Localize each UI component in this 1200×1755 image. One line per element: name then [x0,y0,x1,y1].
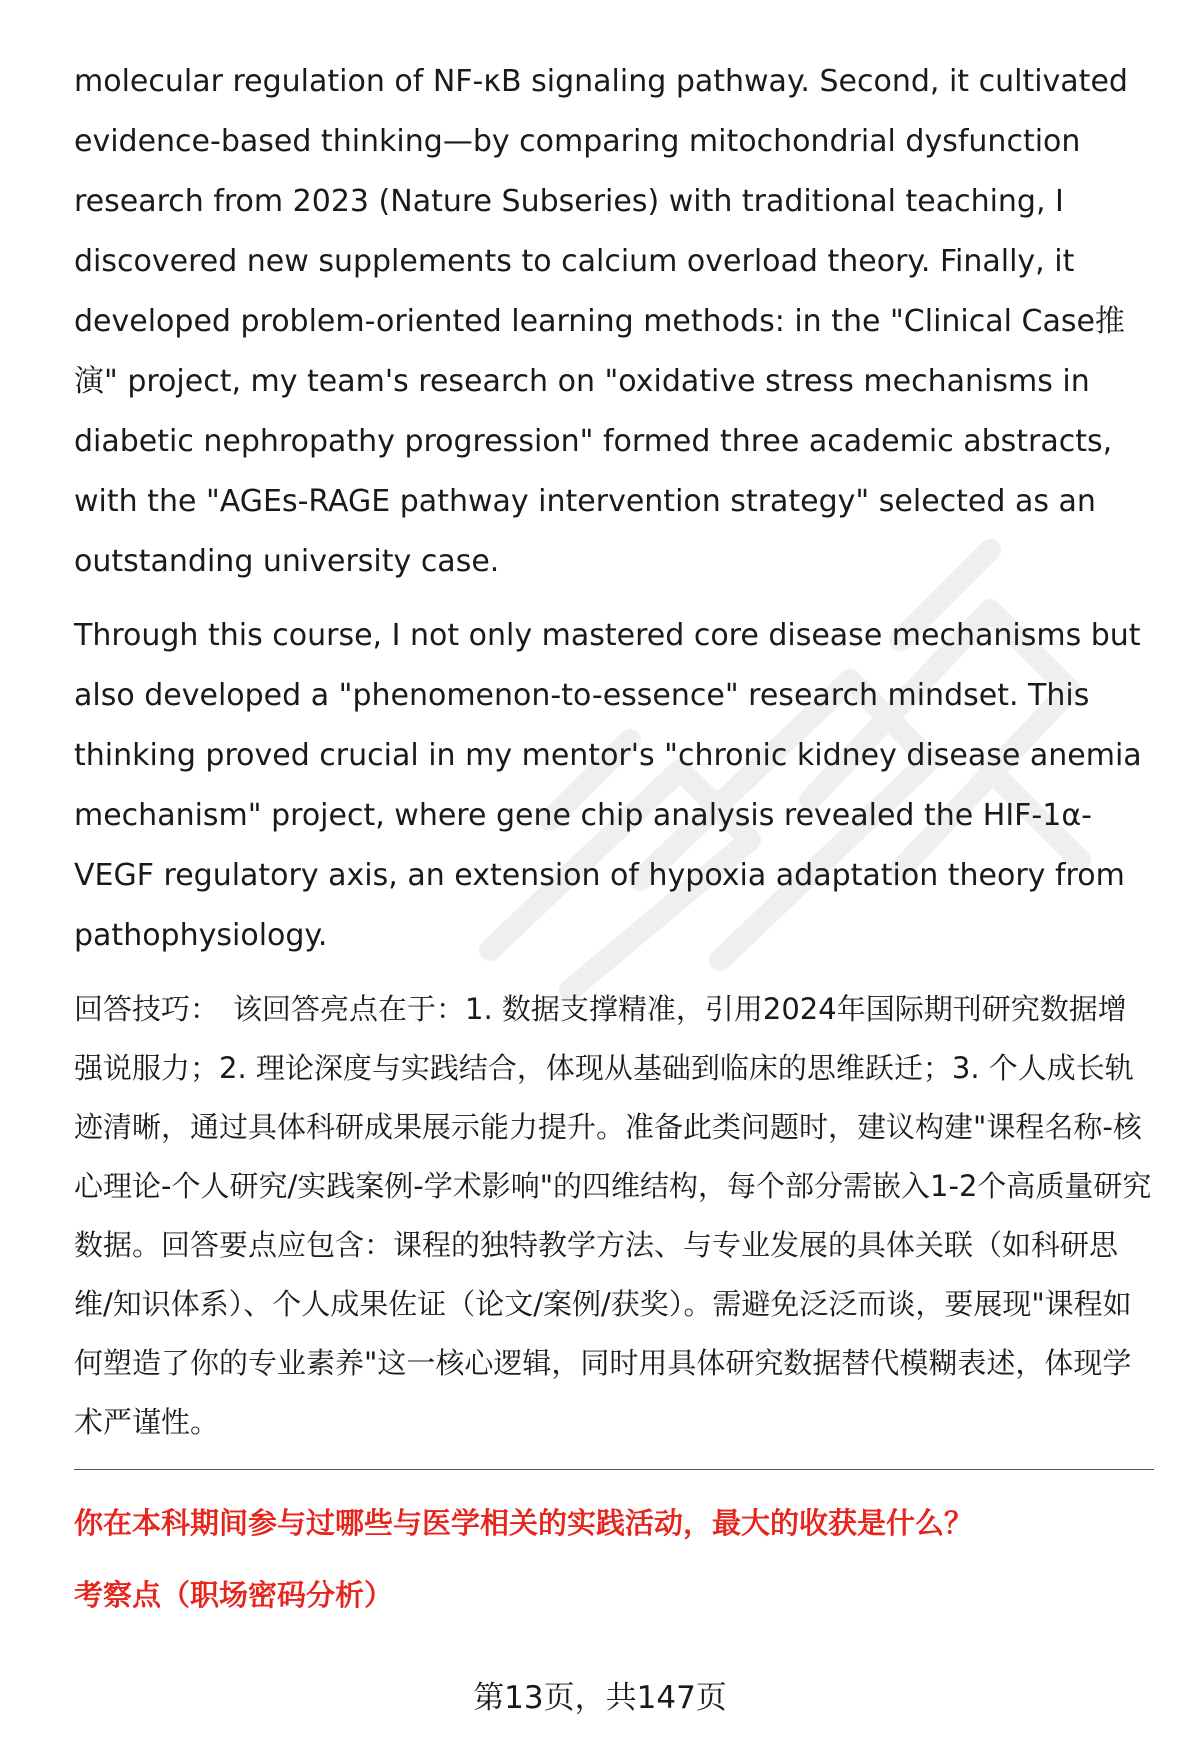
answer-paragraph: molecular regulation of NF-κB signaling pathway. Second, it cultivated evidence-based thinking—by comparing mitochondrial dysfunction research from 2023 (Nature Subseries) with traditional teaching, I discovered new supplements to calcium overload theory. Finally, it developed problem-oriented learning methods: in the "Clinical Case推演" project, my team's research on "oxidative stress mechanisms in diabetic nephropathy progression" formed three academic abstracts, with the "AGEs-RAGE pathway intervention strategy" selected as an outstanding university case. [74,64,1128,579]
answer-tips [74,980,1154,1452]
tips-label: 回答技巧： [74,992,220,1026]
section-divider [74,1469,1154,1470]
main-content [74,52,1154,1481]
page-indicator: 第13页，共147页 [473,1680,727,1716]
tips-text: 该回答亮点在于：1. 数据支撑精准，引用2024年国际期刊研究数据增强说服力；2. 理论深度与实践结合，体现从基础到临床的思维跃迁；3. 个人成长轨迹清晰，通过具体科研成果展示能力提升。准备此类问题时，建议构建"课程名称-核心理论-个人研究/实践案例-学术影响"的四维结构，每个部分需嵌入1-2个高质量研究数据。回答要点应包含：课程的独特教学方法、与专业发展的具体关联（如科研思维/知识体系）、个人成果佐证（论文/案例/获奖）。需避免泛泛而谈，要展现"课程如何塑造了你的专业素养"这一核心逻辑，同时用具体研究数据替代模糊表述，体现学术严谨性。 [74,992,1152,1439]
answer-paragraph: Through this course, I not only mastered core disease mechanisms but also developed a "phenomenon-to-essence" research mindset. This thinking proved crucial in my mentor's "chronic kidney disease anemia mechanism" project, where gene chip analysis revealed the HIF-1α-VEGF regulatory axis, an extension of hypoxia adaptation theory from pathophysiology. [74,618,1142,953]
question-heading: 你在本科期间参与过哪些与医学相关的实践活动，最大的收获是什么？ [74,1506,974,1540]
exam-point-heading: 考察点（职场密码分析） [74,1578,394,1612]
